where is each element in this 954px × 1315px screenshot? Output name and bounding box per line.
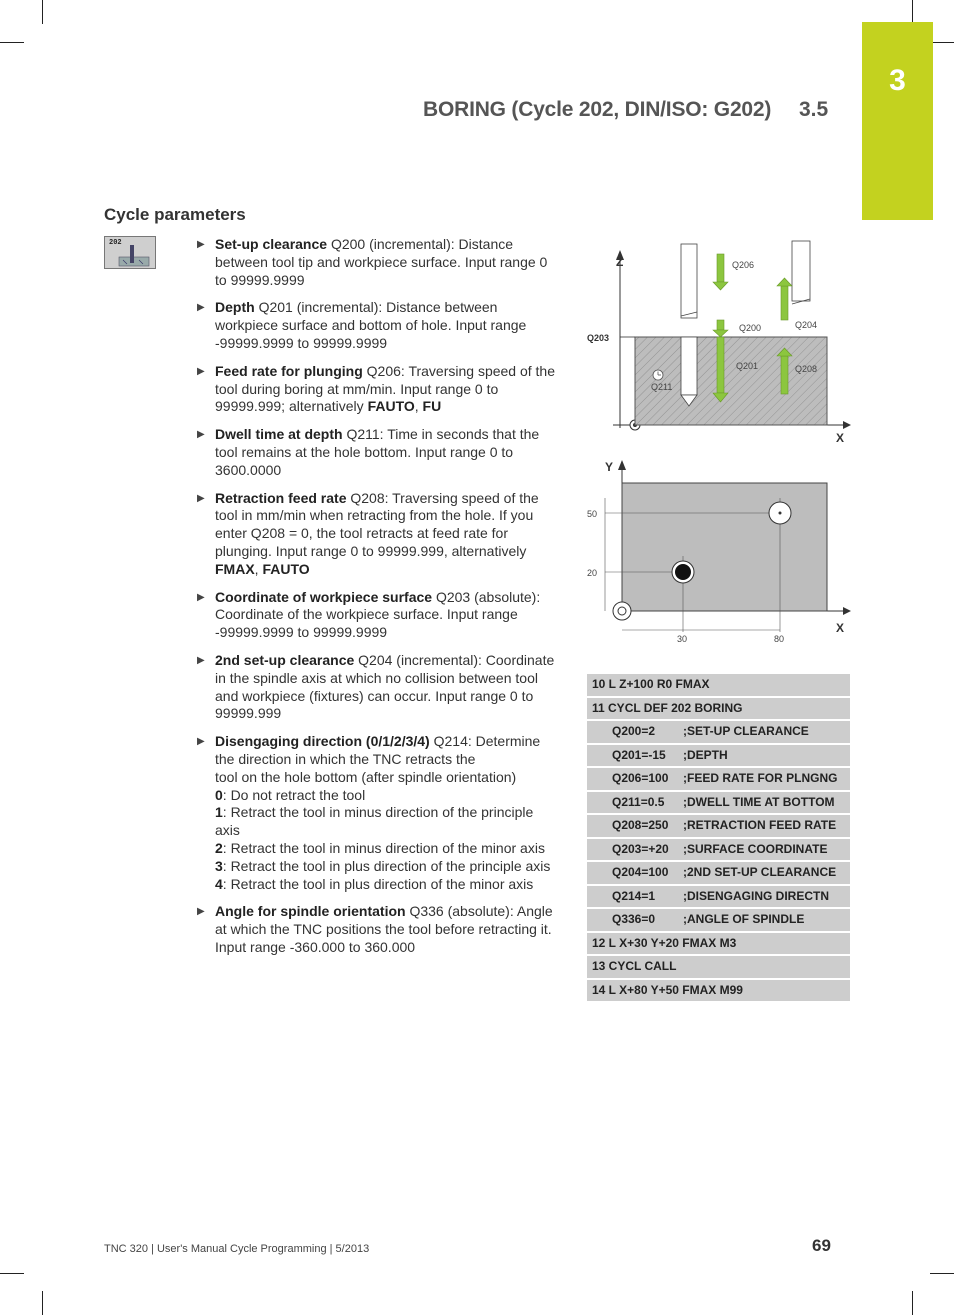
option-text: : Retract the tool in minus direction of the minor axis [222, 839, 545, 856]
param-name: Angle for spindle orientation [215, 903, 406, 920]
program-line [587, 979, 850, 1003]
param-value: Q214=1 [587, 885, 683, 909]
bullet-arrow-icon: ▶ [197, 736, 205, 748]
param-name: 2nd set-up clearance [215, 651, 355, 668]
cycle-diagram [587, 236, 852, 656]
program-param [587, 744, 850, 768]
feed-arrow-q206-head [713, 282, 728, 290]
param-comment: ;RETRACTION FEED RATE [683, 814, 850, 838]
softkey-label: 202 [109, 239, 122, 247]
crop-mark [42, 1291, 43, 1315]
program-param [587, 908, 850, 932]
option-key: 3 [215, 857, 223, 874]
x-axis-arrow-icon [843, 421, 851, 429]
x-tick-80: 80 [774, 634, 785, 644]
datum-inner [618, 607, 626, 615]
crop-mark [912, 0, 913, 24]
program-param [587, 838, 850, 862]
param-comment: ;SURFACE COORDINATE [683, 838, 850, 862]
feed-arrow-q200-head [713, 330, 728, 337]
param-comment: ;DEPTH [683, 744, 850, 768]
nc-program-table [587, 674, 850, 1003]
option-text: : Retract the tool in plus direction of the minor axis [222, 875, 534, 892]
y-axis-arrow-icon [618, 460, 626, 470]
x-axis-label: X [836, 621, 845, 635]
program-param [587, 885, 850, 909]
param-value: Q206=100 [587, 767, 683, 791]
footer-text: TNC 320 | User's Manual Cycle Programming | 5/2013 [104, 1243, 370, 1255]
param-desc: Q203 (absolute): Coordinate of the workpiece surface. Input range -99999.9999 to 99999.9999 [215, 588, 541, 641]
param-item [195, 426, 559, 479]
x-axis-label: X [836, 431, 845, 445]
z-axis-label: Z [616, 255, 624, 269]
param-name: Disengaging direction (0/1/2/3/4) [215, 733, 430, 750]
program-line [587, 955, 850, 979]
bullet-arrow-icon: ▶ [197, 591, 205, 603]
param-comment: ;SET-UP CLEARANCE [683, 720, 850, 744]
param-desc: Q211: Time in seconds that the tool remains at the hole bottom. Input range 0 to 3600.0000 [215, 426, 540, 478]
param-desc: Q208: Traversing speed of the tool in mm/min when retracting from the hole. If you enter Q208 = 0, the tool retracts at feed rate for plunging. Input range 0 to 99999.999, alternatively [215, 489, 539, 559]
program-line-text: 13 CYCL CALL [587, 955, 850, 979]
side-view [587, 241, 851, 445]
label-q200: Q200 [739, 323, 762, 333]
option-text: : Retract the tool in minus direction of the principle axis [215, 804, 534, 839]
param-name: Coordinate of workpiece surface [215, 588, 433, 605]
crop-mark [930, 1273, 954, 1274]
feed-arrow-q208 [781, 356, 788, 394]
param-value: Q201=-15 [587, 744, 683, 768]
bore-hole [681, 337, 697, 395]
program-line [587, 697, 850, 721]
bullet-arrow-icon: ▶ [197, 654, 205, 666]
workpiece-top [622, 483, 827, 611]
label-q204: Q204 [795, 320, 818, 330]
hole-2-center [779, 512, 782, 515]
program-line [587, 932, 850, 956]
page-title: BORING (Cycle 202, DIN/ISO: G202) [423, 98, 772, 121]
param-desc: Q204 (incremental): Coordinate in the spindle axis at which no collision between tool and workpiece (fixtures) can occur. Input range 0 to 99999.999 [215, 651, 555, 722]
tool-start [681, 244, 697, 318]
param-value: Q203=+20 [587, 838, 683, 862]
param-option: FAUTO [367, 398, 415, 415]
param-item [195, 589, 559, 642]
bullet-arrow-icon: ▶ [197, 239, 205, 250]
program-param [587, 861, 850, 885]
chapter-tab [862, 22, 933, 220]
program-line [587, 674, 850, 697]
param-value: Q204=100 [587, 861, 683, 885]
feed-arrow-q201 [717, 337, 724, 393]
y-tick-50: 50 [587, 509, 598, 519]
program-param [587, 814, 850, 838]
tool-retract [792, 241, 810, 301]
crop-mark [0, 42, 24, 43]
param-item [195, 903, 559, 956]
feed-arrow-q204-head [777, 278, 792, 286]
crop-mark [42, 0, 43, 24]
param-option: FAUTO [262, 560, 310, 577]
param-desc: Q200 (incremental): Distance between tool tip and workpiece surface. Input range 0 to 99999.9999 [215, 236, 548, 288]
section-number: 3.5 [799, 98, 829, 121]
param-comment: ;2ND SET-UP CLEARANCE [683, 861, 850, 885]
param-comment: ;DISENGAGING DIRECTN [683, 885, 850, 909]
bullet-arrow-icon: ▶ [197, 492, 205, 504]
param-value: Q208=250 [587, 814, 683, 838]
program-param [587, 720, 850, 744]
param-desc: Q206: Traversing speed of the tool during boring at mm/min. Input range 0 to 99999.999; alternatively [215, 362, 556, 415]
param-value: Q200=2 [587, 720, 683, 744]
param-desc: Q214: Determine the direction in which the TNC retracts the [215, 733, 541, 767]
feed-arrow-q204 [781, 286, 788, 320]
softkey-boring-icon [105, 237, 157, 270]
option-text: : Retract the tool in plus direction of the principle axis [222, 857, 551, 874]
option-text: : Do not retract the tool [222, 786, 366, 803]
label-q206: Q206 [732, 260, 755, 270]
page-number: 69 [812, 1236, 831, 1255]
option-key: 4 [215, 875, 223, 892]
param-item: ▶ Feed rate for plunging Q206: Traversing speed of the tool during boring at mm/min. Input range 0 to 99999.999; alternatively FAUTO, FU [197, 362, 556, 415]
param-item [195, 652, 559, 723]
label-q211: Q211 [651, 382, 673, 392]
param-name: Depth [215, 299, 255, 316]
chapter-number: 3 [889, 64, 906, 97]
param-name: Dwell time at depth [215, 426, 343, 443]
bullet-arrow-icon: ▶ [197, 302, 205, 314]
param-name: Set-up clearance [215, 236, 328, 252]
program-line-text: 11 CYCL DEF 202 BORING [587, 697, 850, 721]
x-axis-arrow-icon [843, 607, 851, 615]
option-key: 1 [215, 804, 223, 821]
program-line-text: 12 L X+30 Y+20 FMAX M3 [587, 932, 850, 956]
program-param [587, 791, 850, 815]
cycle-softkey[interactable] [104, 236, 156, 269]
y-tick-20: 20 [587, 568, 598, 578]
feed-arrow-q206 [717, 254, 724, 282]
crop-mark [0, 1273, 24, 1274]
param-item [195, 733, 559, 893]
surface-label: Q203 [587, 333, 610, 343]
program-param [587, 767, 850, 791]
param-value: Q211=0.5 [587, 791, 683, 815]
hole-1-bored [675, 564, 691, 580]
param-option: FU [422, 398, 442, 415]
label-q201: Q201 [736, 361, 759, 371]
workpiece [635, 337, 827, 425]
param-item [195, 236, 559, 289]
section-heading: Cycle parameters [104, 205, 246, 224]
param-comment: ;ANGLE OF SPINDLE [683, 908, 850, 932]
option-key: 0 [215, 786, 223, 803]
crop-mark [912, 1291, 913, 1315]
bullet-arrow-icon: ▶ [197, 365, 205, 377]
param-desc: Q336 (absolute): Angle at which the TNC positions the tool before retracting it. Input range -360.000 to 360.000 [215, 903, 553, 955]
label-q208: Q208 [795, 364, 818, 374]
program-line-text: 14 L X+80 Y+50 FMAX M99 [587, 979, 850, 1003]
option-key: 2 [215, 839, 223, 856]
feed-arrow-q200 [717, 320, 724, 330]
param-name: Retraction feed rate [215, 489, 347, 506]
top-view [587, 460, 851, 644]
param-comment: ;FEED RATE FOR PLNGNG [683, 767, 850, 791]
param-desc: tool on the hole bottom (after spindle orientation) [215, 768, 517, 785]
bullet-arrow-icon: ▶ [197, 429, 205, 441]
param-item [195, 299, 559, 352]
param-item: ▶ Retraction feed rate Q208: Traversing speed of the tool in mm/min when retracting from the hole. If you enter Q208 = 0, the tool retracts at feed rate for plunging. Input range 0 to 99999.999, alternatively FMAX, FAUTO [197, 489, 539, 577]
param-value: Q336=0 [587, 908, 683, 932]
param-name: Feed rate for plunging [215, 362, 363, 379]
y-axis-label: Y [605, 460, 614, 474]
bullet-arrow-icon: ▶ [197, 906, 205, 918]
param-comment: ;DWELL TIME AT BOTTOM [683, 791, 850, 815]
crop-mark [930, 42, 954, 43]
param-option: FMAX [215, 560, 255, 577]
param-desc: Q201 (incremental): Distance between workpiece surface and bottom of hole. Input range -99999.9999 to 99999.9999 [215, 299, 527, 351]
program-line-text: 10 L Z+100 R0 FMAX [587, 674, 850, 697]
parameter-list [195, 236, 559, 967]
x-tick-30: 30 [677, 634, 688, 644]
